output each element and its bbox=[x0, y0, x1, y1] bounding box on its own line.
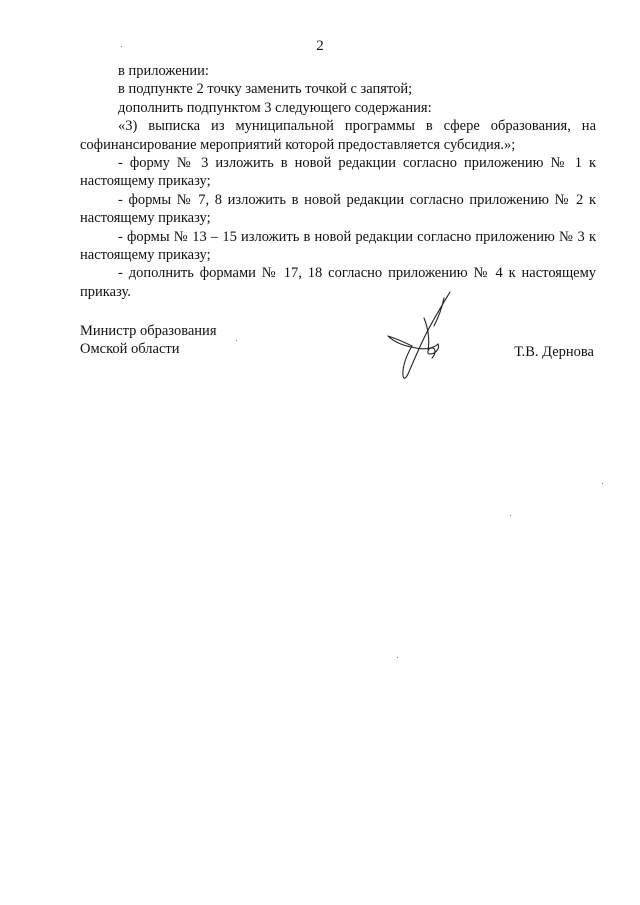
paragraph-7: - формы № 13 – 15 изложить в новой редакции согласно приложению № 3 к настоящему приказу; bbox=[80, 228, 596, 264]
scan-speck bbox=[602, 483, 603, 484]
handwritten-signature bbox=[384, 288, 464, 383]
position-line-1: Министр образования bbox=[80, 323, 217, 339]
paragraph-4: «3) выписка из муниципальной программы в сфере образования, на софинансирование мероприятий которой предоставляется субсидия.»; bbox=[80, 118, 596, 153]
scan-speck bbox=[510, 515, 511, 516]
scan-speck bbox=[121, 46, 122, 47]
scan-speck bbox=[397, 657, 398, 658]
scan-speck bbox=[236, 340, 237, 341]
paragraph-1: в приложении: bbox=[118, 63, 209, 79]
document-body bbox=[80, 62, 596, 301]
paragraph-2: в подпункте 2 точку заменить точкой с запятой; bbox=[118, 81, 413, 98]
paragraph-3: дополнить подпунктом 3 следующего содержания: bbox=[118, 99, 432, 116]
paragraph-5: - форму № 3 изложить в новой редакции согласно приложению № 1 к настоящему приказу; bbox=[80, 155, 596, 190]
signatory-name: Т.В. Дернова bbox=[514, 344, 594, 360]
page-number: 2 bbox=[316, 38, 324, 54]
paragraph-6: - формы № 7, 8 изложить в новой редакции согласно приложению № 2 к настоящему приказу; bbox=[80, 191, 596, 227]
position-line-2: Омской области bbox=[80, 341, 180, 358]
paragraph-8: - дополнить формами № 17, 18 согласно приложению № 4 к настоящему приказу. bbox=[80, 265, 596, 300]
